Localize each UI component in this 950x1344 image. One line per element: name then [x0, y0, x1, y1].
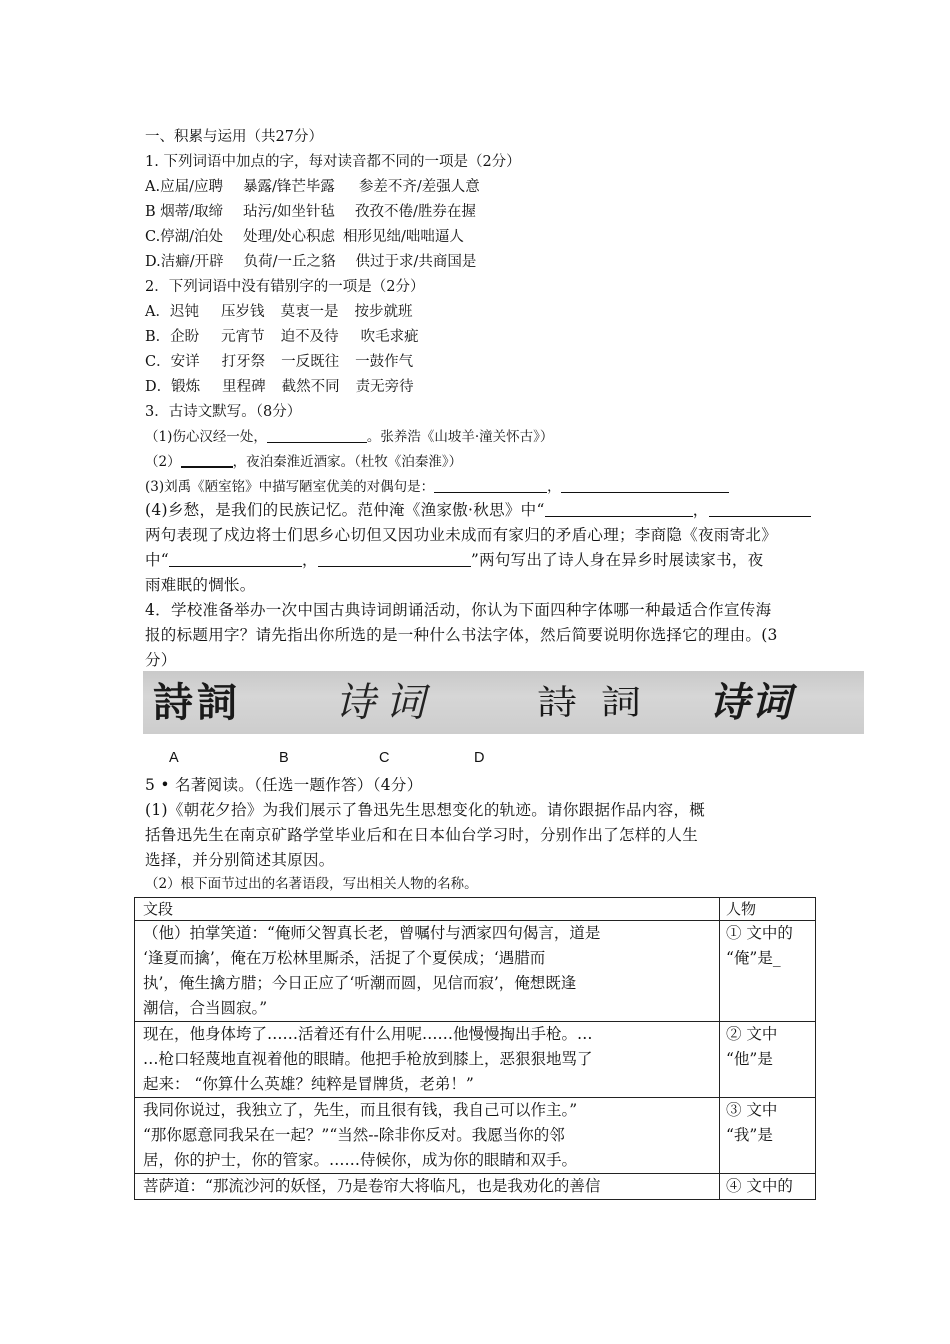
q5-stem: 5 • 名著阅读。（任选一题作答）（4分） — [145, 776, 423, 794]
q4-line1: 4．学校准备举办一次中国古典诗词朗诵活动，你认为下面四种字体哪一种最适合作宣传海 — [145, 601, 772, 619]
passage-line: 居，你的护士，你的管家。……侍候你，成为你的眼睛和双手。 — [143, 1151, 578, 1169]
q2-stem: 2．下列词语中没有错别字的一项是（2分） — [145, 279, 425, 295]
table-row — [135, 1174, 816, 1200]
q1-c-pair2: 处理/处心积虑 — [243, 229, 335, 245]
table-row — [135, 1098, 816, 1174]
calligraphy-sample-a: 詩詞 — [153, 679, 241, 726]
calligraphy-sample-b: 诗词 — [335, 680, 435, 725]
q3-1-text-a: （1)伤心汉经一处， — [145, 429, 267, 445]
q4-line3: 分） — [145, 651, 177, 669]
q4-line2: 报的标题用字？请先指出你所选的是一种什么书法字体，然后简要说明你选择它的理由。(3 — [145, 626, 778, 644]
q2-c-w3: 一反既往 — [281, 354, 340, 370]
q3-line3 — [145, 477, 729, 497]
passage-line: 我同你说过，我独立了，先生，而且很有钱，我自己可以作主。” — [143, 1101, 578, 1119]
q1-stem: 1. 下列词语中加点的字，每对读音都不同的一项是（2分） — [145, 154, 521, 170]
q3-3-text: (3)刘禹《陋室铭》中描写陋室优美的对偶句是： — [145, 479, 435, 495]
q2-option-d — [145, 377, 414, 397]
q3-1-text-b: 。张养浩《山坡羊·潼关怀古》） — [366, 429, 554, 445]
q3-line6 — [145, 550, 763, 570]
passage-line: 菩萨道：“那流沙河的妖怪，乃是卷帘大将临凡，也是我劝化的善信 — [143, 1177, 601, 1195]
person-answer-cell[interactable] — [720, 1098, 816, 1174]
header-person: 人物 — [720, 898, 816, 921]
person-prompt: ④ 文中的 — [726, 1177, 793, 1195]
passage-line: 起来： “你算什么英雄？纯粹是冒牌货，老弟！” — [143, 1075, 474, 1093]
q1-a-pair3: 参差不齐/差强人意 — [358, 179, 480, 195]
q3-1-blank[interactable] — [267, 428, 367, 443]
person-answer-cell[interactable] — [720, 1022, 816, 1098]
passage-line: （他）拍掌笑道：“俺师父智真长老，曾嘱付与洒家四句偈言，道是 — [143, 924, 601, 942]
q3-4-sep-2: ， — [302, 551, 318, 569]
calligraphy-sample-c: 詩詞 — [537, 683, 665, 723]
q2-d-w1: D．锻炼 — [145, 379, 201, 395]
q5-sub1-line1: (1)《朝花夕拾》为我们展示了鲁迅先生思想变化的轨迹。请你跟据作品内容，概 — [145, 801, 706, 819]
q1-b-pair3: 孜孜不倦/胜券在握 — [355, 204, 476, 220]
q1-option-a — [145, 177, 480, 197]
q2-a-w2: 压岁钱 — [220, 304, 265, 320]
passage-line: “那你愿意同我呆在一起？”“当然--除非你反对。我愿当你的邻 — [143, 1126, 565, 1144]
q3-4-blank-3[interactable] — [169, 552, 302, 567]
q5-sub1-line2: 括鲁迅先生在南京矿路学堂毕业后和在日本仙台学习时，分别作出了怎样的人生 — [145, 826, 699, 844]
person-prompt: ③ 文中 — [726, 1101, 778, 1119]
header-passage: 文段 — [135, 898, 720, 921]
q3-4-text-c: 中“ — [145, 551, 170, 569]
q2-b-w2: 元宵节 — [221, 329, 265, 345]
section-title: 一、积累与运用（共27分） — [145, 129, 323, 145]
q2-c-w4: 一鼓作气 — [355, 354, 414, 370]
q2-a-w3: 莫衷一是 — [280, 304, 339, 320]
person-prompt: ② 文中 — [726, 1025, 778, 1043]
q1-d-pair1: D.洁癖/开辟 — [145, 254, 224, 270]
calligraphy-sample-d: 诗词 — [709, 680, 793, 726]
table-header-row — [135, 898, 816, 921]
q2-c-w2: 打牙祭 — [221, 354, 266, 370]
passage-cell — [135, 921, 720, 1022]
passage-line: 潮信，合当圆寂。” — [143, 999, 268, 1017]
q3-3-blank-1[interactable] — [434, 478, 547, 493]
q3-line1 — [145, 427, 553, 447]
q2-option-b — [145, 327, 419, 347]
person-prompt: “他”是 — [726, 1050, 773, 1068]
q3-2-blank[interactable] — [181, 452, 233, 468]
q3-2-text-b: ，夜泊秦淮近酒家。（杜牧《泊秦淮》） — [232, 454, 463, 470]
q3-4-blank-4[interactable] — [318, 552, 471, 567]
q3-line7: 雨难眠的惆怅。 — [145, 576, 256, 594]
q1-d-pair2: 负荷/一丘之貉 — [243, 254, 336, 270]
font-label-a: A — [169, 750, 179, 766]
person-prompt: ① 文中的 — [726, 924, 793, 942]
passage-cell — [135, 1098, 720, 1174]
q3-4-text: (4)乡愁，是我们的民族记忆。范仲淹《渔家傲·秋思》中“ — [145, 501, 545, 519]
q2-a-w4: 按步就班 — [354, 304, 413, 320]
q1-option-b — [145, 202, 476, 222]
q5-sub1-line3: 选择，并分别简述其原因。 — [145, 851, 335, 869]
q2-d-w2: 里程碑 — [222, 379, 266, 395]
person-prompt: “俺”是_ — [726, 949, 781, 967]
q3-line2 — [145, 452, 462, 472]
font-label-b: B — [279, 750, 289, 766]
q1-b-pair1: B 烟蒂/取缔 — [145, 204, 224, 220]
q1-option-d — [145, 252, 476, 272]
q5-sub2: （2）根下面节过出的名著语段，写出相关人物的名称。 — [145, 876, 478, 892]
table-row — [135, 921, 816, 1022]
passage-line: ‘逢夏而擒’，俺在万松林里厮杀，活捉了个夏侯成；‘遇腊而 — [143, 949, 546, 967]
q3-stem: 3．古诗文默写。（8分） — [145, 404, 302, 420]
q3-4-sep: ， — [692, 501, 709, 519]
q1-c-pair3: 相形见绌/咄咄逼人 — [342, 229, 464, 245]
q3-line5: 两句表现了戍边将士们思乡心切但又因功业未成而有家归的矛盾心理；李商隐《夜雨寄北》 — [145, 526, 778, 544]
passage-cell — [135, 1022, 720, 1098]
q2-d-w3: 截然不同 — [281, 379, 340, 395]
person-prompt: “我”是 — [726, 1126, 773, 1144]
q1-a-pair1: A.应届/应聘 — [145, 179, 223, 195]
q2-b-w1: B．企盼 — [145, 329, 200, 345]
q3-4-text-d: ”两句写出了诗人身在异乡时展读家书，夜 — [470, 551, 764, 569]
q2-option-a — [145, 302, 412, 322]
q2-c-w1: C．安详 — [145, 354, 200, 370]
q1-b-pair2: 玷污/如坐针毡 — [243, 204, 336, 220]
q2-b-w3: 迫不及待 — [280, 329, 339, 345]
q2-option-c — [145, 352, 413, 372]
q1-a-pair2: 暴露/锋芒毕露 — [242, 179, 335, 195]
q1-c-pair1: C.停湖/泊处 — [145, 229, 224, 245]
passage-line: …枪口轻蔑地直视着他的眼睛。他把手枪放到膝上，恶狠狠地骂了 — [143, 1050, 593, 1068]
table-row — [135, 1022, 816, 1098]
font-label-c: C — [379, 750, 390, 766]
q2-d-w4: 责无旁待 — [355, 379, 414, 395]
q3-2-text-a: （2） — [145, 454, 181, 470]
q3-4-blank-2[interactable] — [709, 502, 811, 517]
person-answer-cell[interactable] — [720, 921, 816, 1022]
q2-a-w1: A．迟钝 — [145, 304, 199, 320]
reading-table — [134, 897, 816, 1200]
q1-option-c — [145, 227, 464, 247]
q3-3-sep: ， — [547, 479, 561, 495]
calligraphy-samples-image — [143, 671, 864, 734]
q3-line4 — [145, 500, 811, 520]
font-label-d: D — [474, 750, 485, 766]
passage-line: 执’，俺生擒方腊；今日正应了‘听潮而圆，见信而寂’，俺想既逢 — [143, 974, 577, 992]
passage-cell — [135, 1174, 720, 1200]
q1-d-pair3: 供过于求/共商国是 — [355, 254, 477, 270]
person-answer-cell[interactable] — [720, 1174, 816, 1200]
q3-4-blank-1[interactable] — [545, 502, 693, 517]
q2-b-w4: 吹毛求疵 — [360, 329, 419, 345]
q3-3-blank-2[interactable] — [561, 478, 729, 493]
passage-line: 现在，他身体垮了……活着还有什么用呢……他慢慢掏出手枪。… — [143, 1025, 593, 1043]
